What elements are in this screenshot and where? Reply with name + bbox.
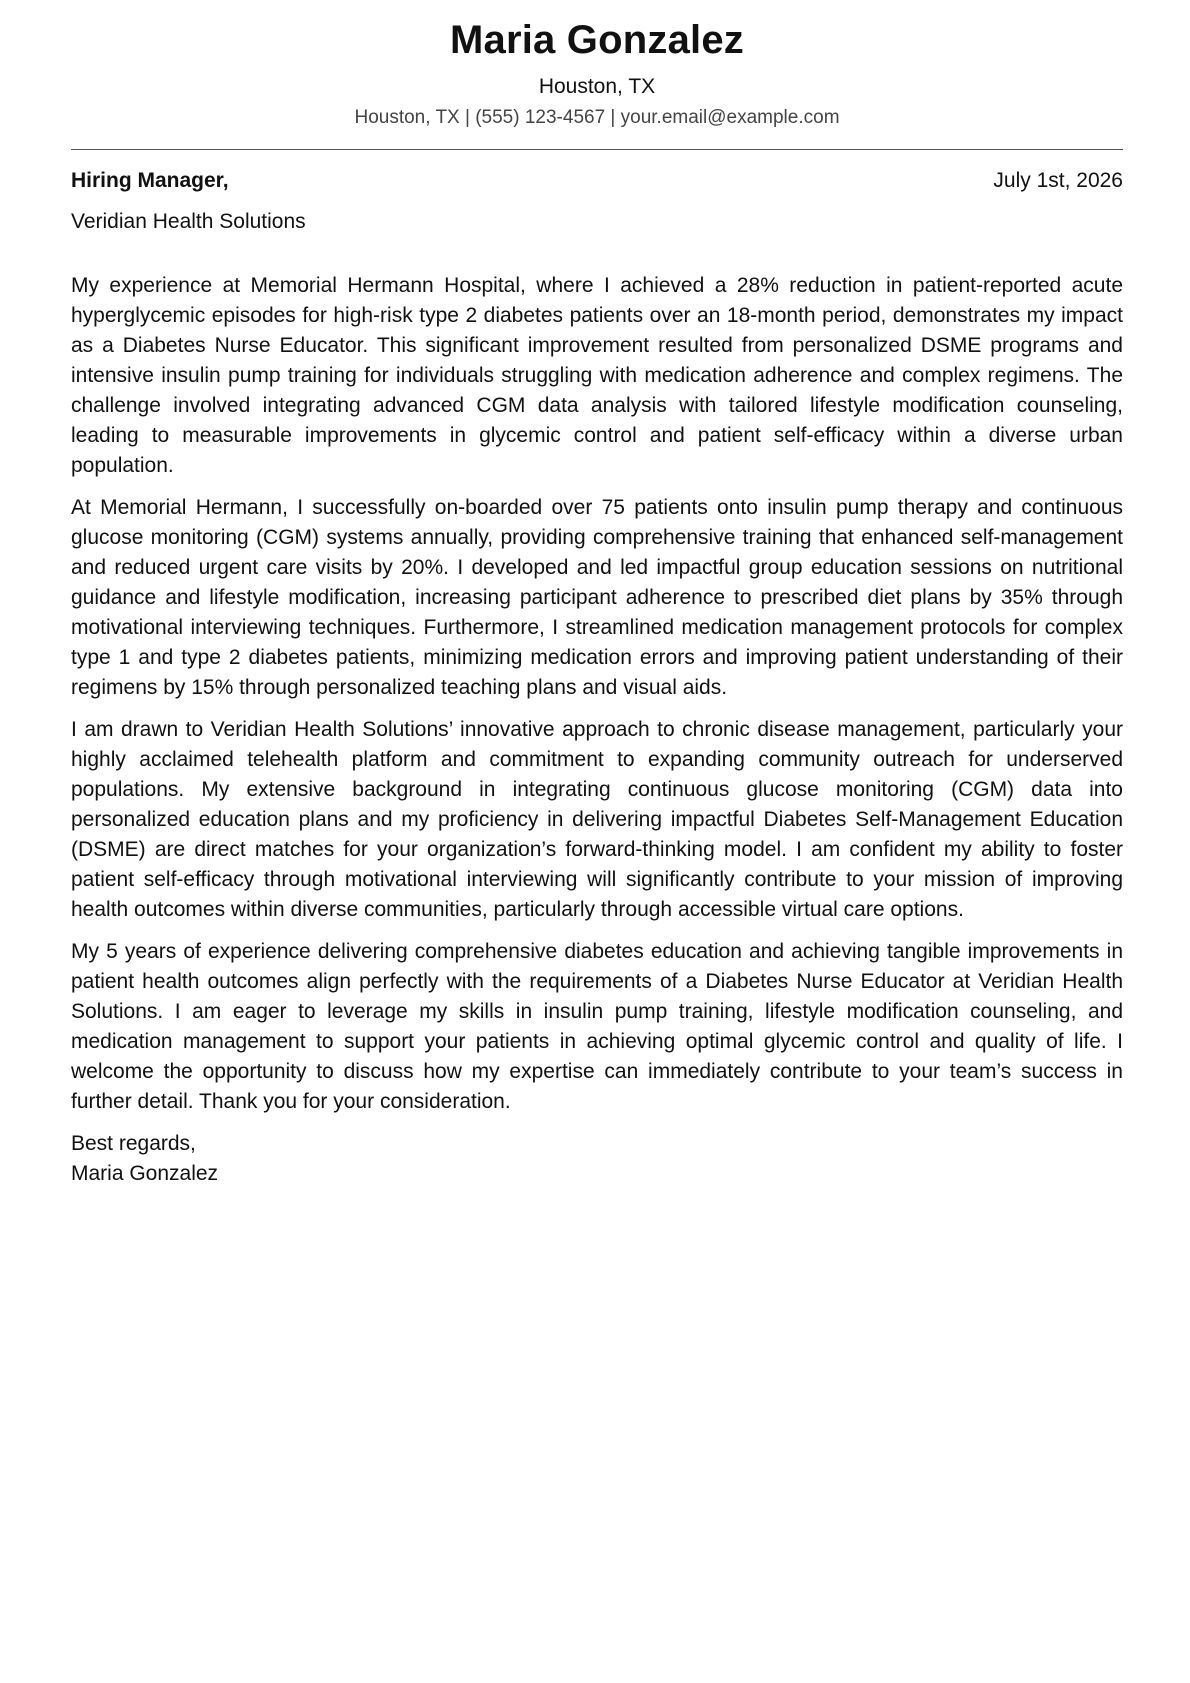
sender-contact-line: Houston, TX | (555) 123-4567 | your.email@example.com [354, 107, 840, 128]
header-divider [71, 149, 1123, 150]
body-paragraph: I am drawn to Veridian Health Solutions’ innovative approach to chronic disease management, particularly your highly acclaimed telehealth platform and commitment to expanding community outreach for underserved populations. My extensive background in integrating continuous glucose monitoring (CGM) data into personalized education plans and my proficiency in delivering impactful Diabetes Self-Management Education (DSME) are direct matches for your organization’s forward-thinking model. I am confident my ability to foster patient self-efficacy through motivational interviewing will significantly contribute to your mission of improving health outcomes within diverse communities, particularly through accessible virtual care options. [71, 718, 1123, 921]
letter-closing [71, 1129, 1123, 1189]
cover-letter-page [71, 0, 1123, 1189]
letter-date: July 1st, 2026 [993, 169, 1123, 192]
body-paragraph: My 5 years of experience delivering comprehensive diabetes education and achieving tangible improvements in patient health outcomes align perfectly with the requirements of a Diabetes Nurse Educator at Veridian Health Solutions. I am eager to leverage my skills in insulin pump training, lifestyle modification counseling, and medication management to support your patients in achieving optimal glycemic control and quality of life. I welcome the opportunity to discuss how my expertise can immediately contribute to your team’s success in further detail. Thank you for your consideration. [71, 940, 1123, 1113]
letter-body [71, 271, 1123, 1117]
recipient-company: Veridian Health Solutions [71, 210, 306, 233]
body-paragraph: At Memorial Hermann, I successfully on-boarded over 75 patients onto insulin pump therapy and continuous glucose monitoring (CGM) systems annually, providing comprehensive training that enhanced self-management and reduced urgent care visits by 20%. I developed and led impactful group education sessions on nutritional guidance and lifestyle modification, increasing participant adherence to prescribed diet plans by 35% through motivational interviewing techniques. Furthermore, I streamlined medication management protocols for complex type 1 and type 2 diabetes patients, minimizing medication errors and improving patient understanding of their regimens by 15% through personalized teaching plans and visual aids. [71, 496, 1123, 699]
letter-header [71, 0, 1123, 132]
signature-name: Maria Gonzalez [71, 1162, 219, 1185]
recipient-date-row [71, 166, 1123, 196]
sender-location: Houston, TX [538, 75, 656, 98]
body-paragraph: My experience at Memorial Hermann Hospital, where I achieved a 28% reduction in patient-reported acute hyperglycemic episodes for high-risk type 2 diabetes patients over an 18-month period, demonstrates my impact as a Diabetes Nurse Educator. This significant improvement resulted from personalized DSME programs and intensive insulin pump training for individuals struggling with medication adherence and complex regimens. The challenge involved integrating advanced CGM data analysis with tailored lifestyle modification counseling, leading to measurable improvements in glycemic control and patient self-efficacy within a diverse urban population. [71, 274, 1123, 477]
closing-phrase: Best regards, [71, 1132, 196, 1155]
recipient-salutation: Hiring Manager, [71, 169, 229, 192]
sender-name: Maria Gonzalez [450, 18, 744, 62]
